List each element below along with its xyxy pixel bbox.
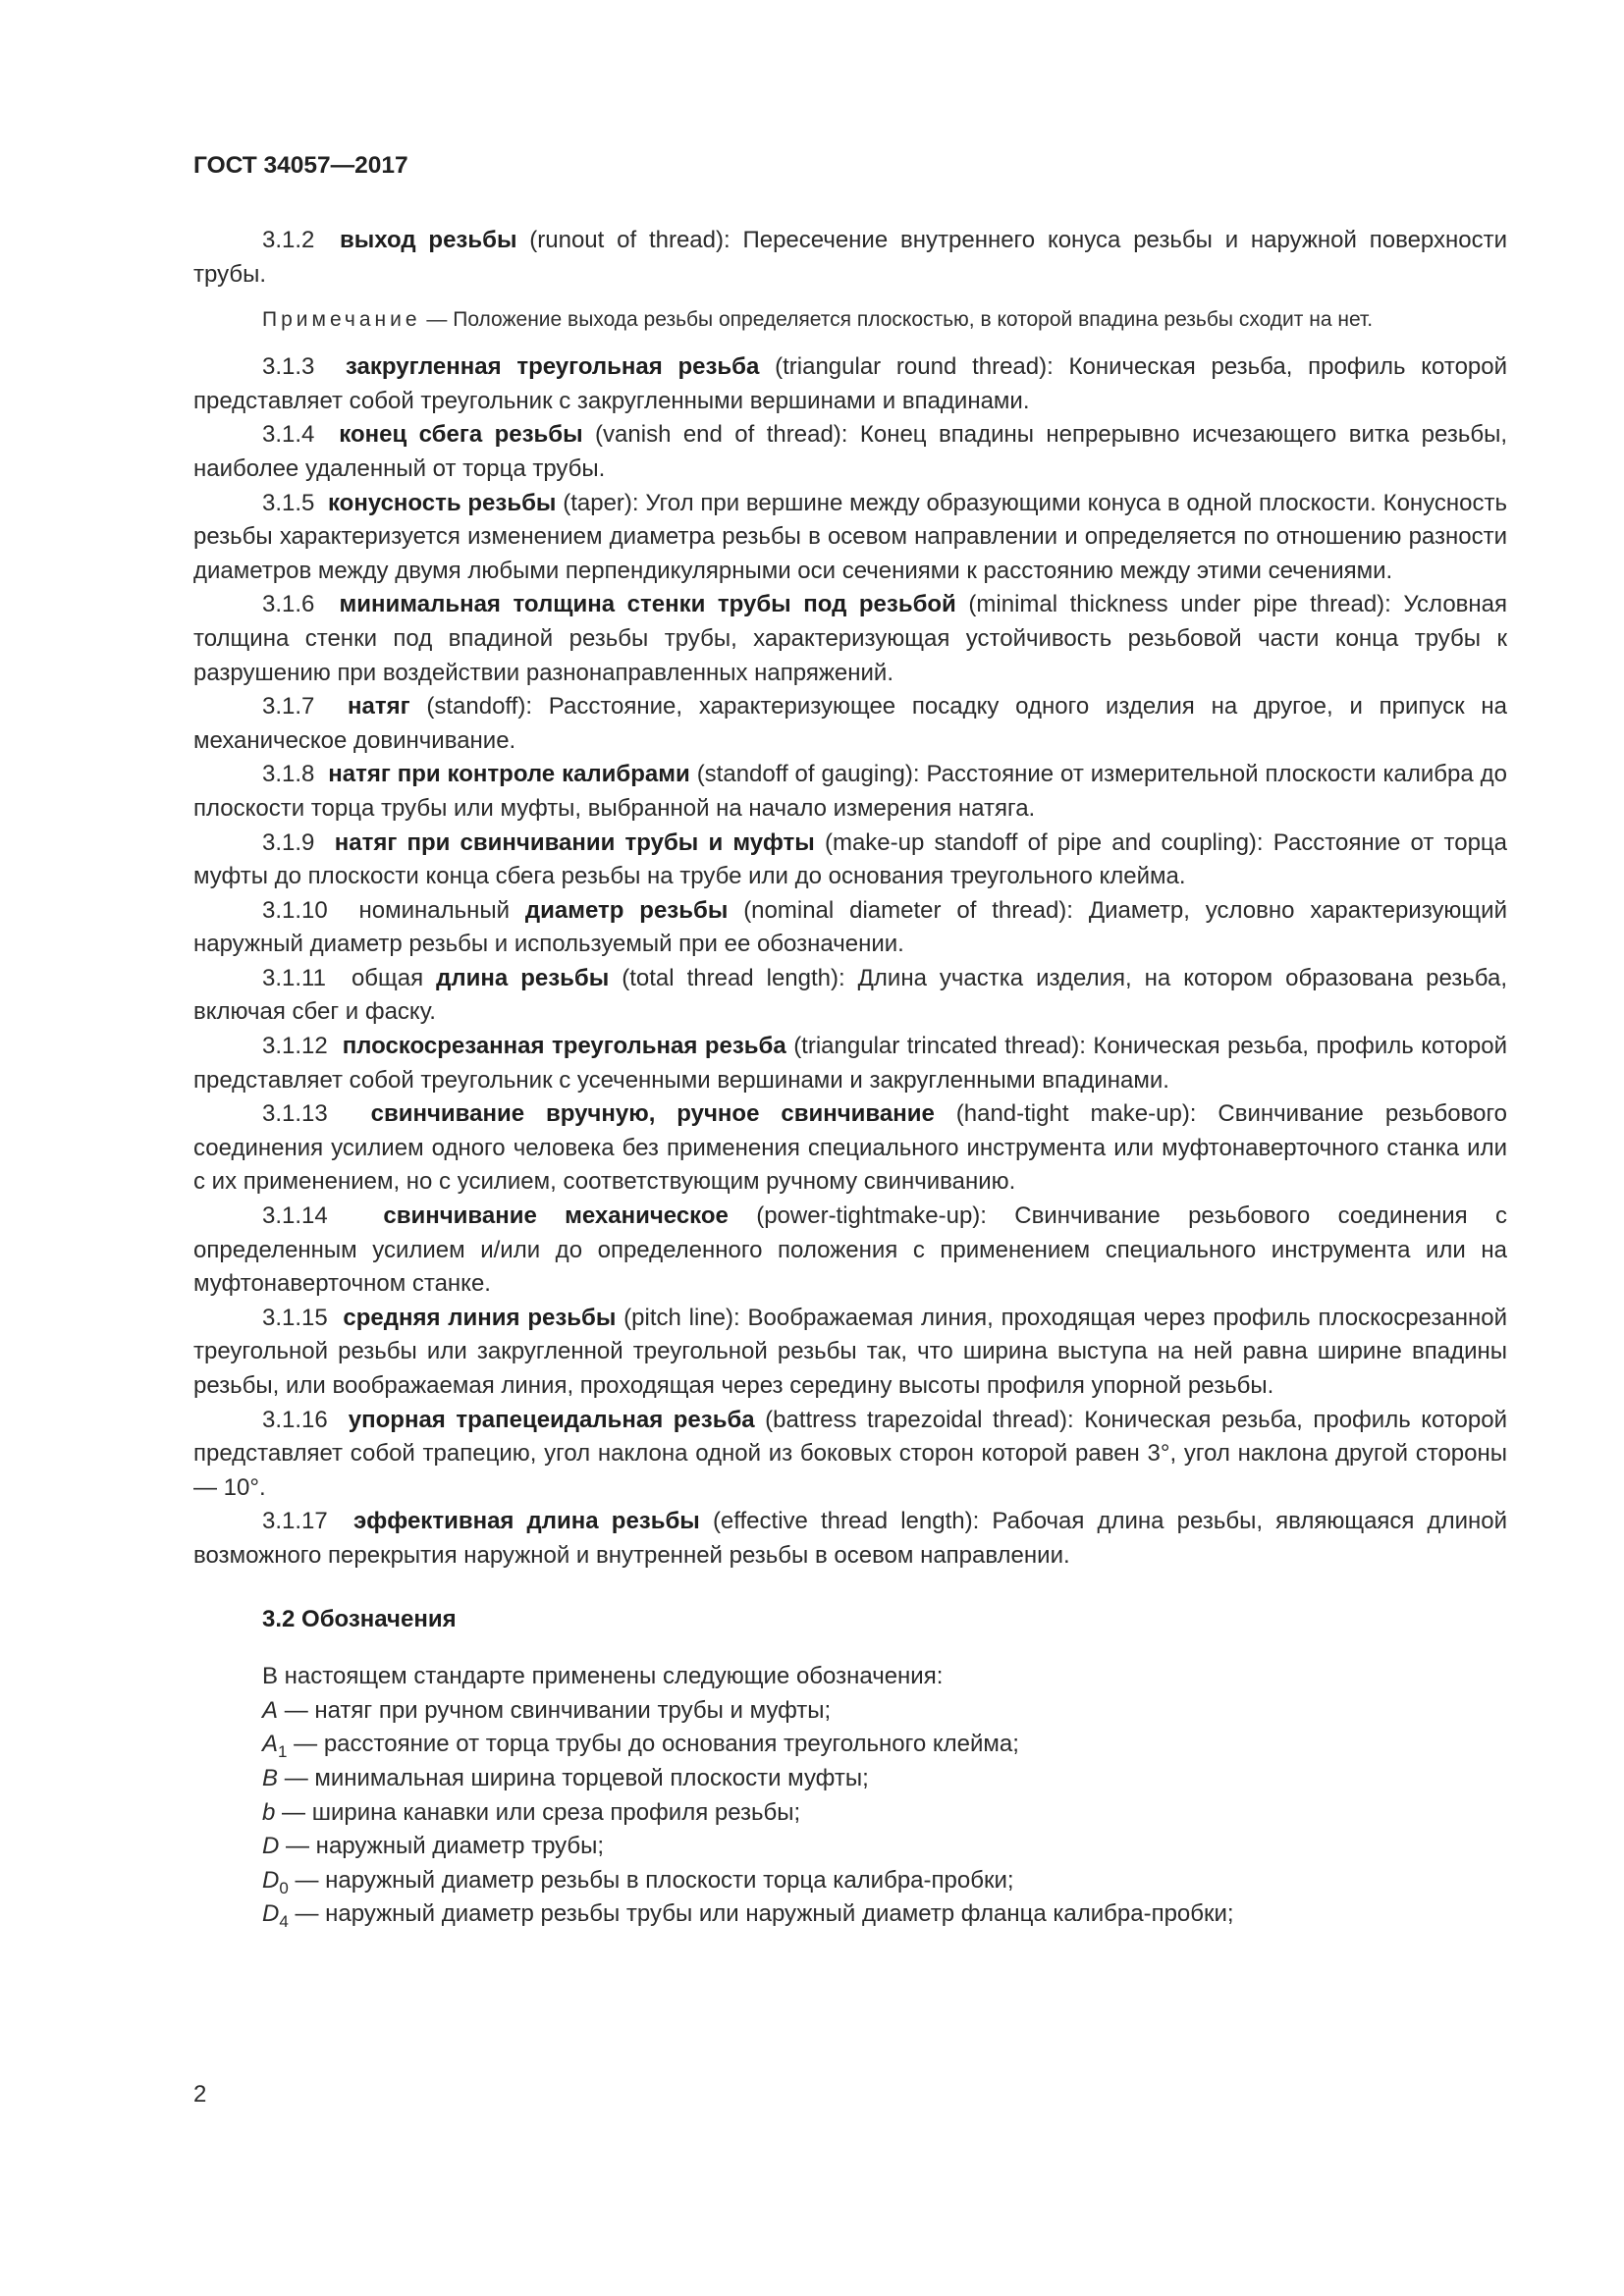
term-name: свинчивание вручную, ручное свинчивание — [370, 1100, 935, 1128]
document-body — [193, 224, 1507, 1932]
term-paragraph: 3.1.3 закругленная треугольная резьба (triangular round thread): Коническая резьба, профиль которой представляет собой треугольник с закругленными вершинами и впадинами. — [193, 353, 1508, 414]
symbol-definition: A — натяг при ручном свинчивании трубы и муфты; — [262, 1696, 832, 1724]
note — [193, 305, 1507, 335]
symbol: A — [262, 1696, 279, 1724]
term-paragraph: 3.1.11 общая длина резьбы (total thread length): Длина участка изделия, на котором образована резьба, включая сбег и фаску. — [193, 964, 1508, 1026]
term-name: свинчивание механическое — [383, 1202, 729, 1230]
term-paragraph: 3.1.13 свинчивание вручную, ручное свинчивание (hand-tight make-up): Свинчивание резьбового соединения усилием одного человека без применения специального инструмента или муфтонаверточного станка или с их применением, но с усилием, соответствующим ручному свинчиванию. — [193, 1100, 1508, 1196]
term-paragraph: 3.1.5 конусность резьбы (taper): Угол при вершине между образующими конуса в одной плоскости. Конусность резьбы характеризуется изменением диаметра резьбы в осевом направлении и определяется по отношению разности диаметров между двумя любыми перпендикулярными оси сечениями к расстоянию между этими сечениями. — [193, 489, 1508, 584]
symbol: b — [262, 1798, 276, 1826]
symbol-definition: B — минимальная ширина торцевой плоскости муфты; — [262, 1764, 869, 1791]
term-paragraph: 3.1.8 натяг при контроле калибрами (standoff of gauging): Расстояние от измерительной плоскости калибра до плоскости торца трубы или муфты, выбранной на начало измерения натяга. — [193, 761, 1507, 822]
symbol-definition: b — ширина канавки или среза профиля резьбы; — [262, 1798, 801, 1826]
symbol-definition: $D_0$ — наружный диаметр резьбы в плоскости торца калибра-пробки; — [262, 1866, 1014, 1897]
term-name: упорная трапецеидальная резьба — [348, 1406, 755, 1433]
term-paragraph: 3.1.17 эффективная длина резьбы (effective thread length): Рабочая длина резьбы, являющаяся длиной возможного перекрытия наружной и внутренней резьбы в осевом направлении. — [193, 1508, 1507, 1569]
symbols-intro: В настоящем стандарте применены следующие обозначения: — [262, 1663, 944, 1690]
symbol: A — [262, 1731, 279, 1758]
term-name: плоскосрезанная треугольная резьба — [342, 1033, 786, 1060]
symbol: D — [262, 1833, 280, 1860]
term-name: натяг при свинчивании трубы и муфты — [334, 828, 815, 856]
term-paragraph: 3.1.16 упорная трапецеидальная резьба (battress trapezoidal thread): Коническая резьба, профиль которой представляет собой трапецию, угол наклона одной из боковых сторон которой равен 3°, угол наклона другой стороны — 10°. — [193, 1406, 1508, 1501]
term-name: средняя линия резьбы — [343, 1304, 617, 1331]
symbol: D — [262, 1866, 280, 1894]
symbol-subscript: 0 — [279, 1878, 289, 1897]
section-heading: 3.2 Обозначения — [262, 1605, 457, 1632]
term-paragraph: 3.1.6 минимальная толщина стенки трубы под резьбой (minimal thickness under pipe thread): Условная толщина стенки под впадиной резьбы трубы, характеризующая устойчивость резьбовой части конца трубы к разрушению при воздействии разнонаправленных напряжений. — [193, 591, 1508, 686]
note-text: — Положение выхода резьбы определяется плоскостью, в которой впадина резьбы сходит на нет. — [426, 308, 1374, 332]
term-name: натяг — [347, 693, 410, 721]
symbol: B — [262, 1764, 279, 1791]
term-paragraph: 3.1.15 средняя линия резьбы (pitch line): Воображаемая линия, проходящая через профиль плоскосрезанной треугольной резьбы или закругленной треугольной резьбы так, что ширина выступа на ней равна ширине впадины резьбы, или воображаемая линия, проходящая через середину высоты профиля упорной резьбы. — [193, 1304, 1507, 1399]
page-number: 2 — [193, 2081, 207, 2108]
term-name: эффективная длина резьбы — [353, 1508, 700, 1535]
symbol-subscript: 4 — [279, 1912, 289, 1932]
symbol-subscript: 1 — [278, 1742, 288, 1762]
term-paragraph: 3.1.14 свинчивание механическое (power-tightmake-up): Свинчивание резьбового соединения с определенным усилием и/или до определенного положения с применением специального инструмента или на муфтонаверточном станке. — [193, 1202, 1507, 1298]
symbol-definition: D — наружный диаметр трубы; — [262, 1833, 605, 1860]
term-name: натяг при контроле калибрами — [328, 761, 690, 788]
note-label: Примечание — [262, 308, 421, 332]
symbol-definition: $A_1$ — расстояние от торца трубы до основания треугольного клейма; — [262, 1731, 1019, 1762]
symbol: D — [262, 1900, 280, 1928]
symbol-definition: $D_4$ — наружный диаметр резьбы трубы или наружный диаметр фланца калибра-пробки; — [262, 1900, 1234, 1932]
term-paragraph: 3.1.7 натяг (standoff): Расстояние, характеризующее посадку одного изделия на другое, и припуск на механическое довинчивание. — [193, 693, 1507, 754]
standard-number-header: ГОСТ 34057—2017 — [193, 152, 408, 179]
term-name: конусность резьбы — [327, 489, 557, 516]
term-paragraph: 3.1.10 номинальный диаметр резьбы (nominal diameter of thread): Диаметр, условно характеризующий наружный диаметр резьбы и используемый при ее обозначении. — [193, 896, 1507, 958]
term-paragraph: 3.1.2 выход резьбы (runout of thread): Пересечение внутреннего конуса резьбы и наружной поверхности трубы. — [193, 227, 1507, 288]
term-name: минимальная толщина стенки трубы под резьбой — [339, 591, 956, 618]
term-name: выход резьбы — [340, 227, 517, 253]
term-paragraph: 3.1.4 конец сбега резьбы (vanish end of thread): Конец впадины непрерывно исчезающего витка резьбы, наиболее удаленный от торца трубы. — [193, 421, 1507, 482]
term-name: закругленная треугольная резьба — [345, 353, 760, 381]
term-paragraph: 3.1.9 натяг при свинчивании трубы и муфты (make-up standoff of pipe and coupling): Расстояние от торца муфты до плоскости конца сбега резьбы на трубе или до основания треугольного клейма. — [193, 828, 1508, 890]
term-name: диаметр резьбы — [524, 896, 729, 924]
term-name: длина резьбы — [436, 964, 610, 991]
term-name: конец сбега резьбы — [339, 421, 583, 449]
term-paragraph: 3.1.12 плоскосрезанная треугольная резьба (triangular trincated thread): Коническая резьба, профиль которой представляет собой треугольник с усеченными вершинами и закругленными впадинами. — [193, 1033, 1508, 1094]
